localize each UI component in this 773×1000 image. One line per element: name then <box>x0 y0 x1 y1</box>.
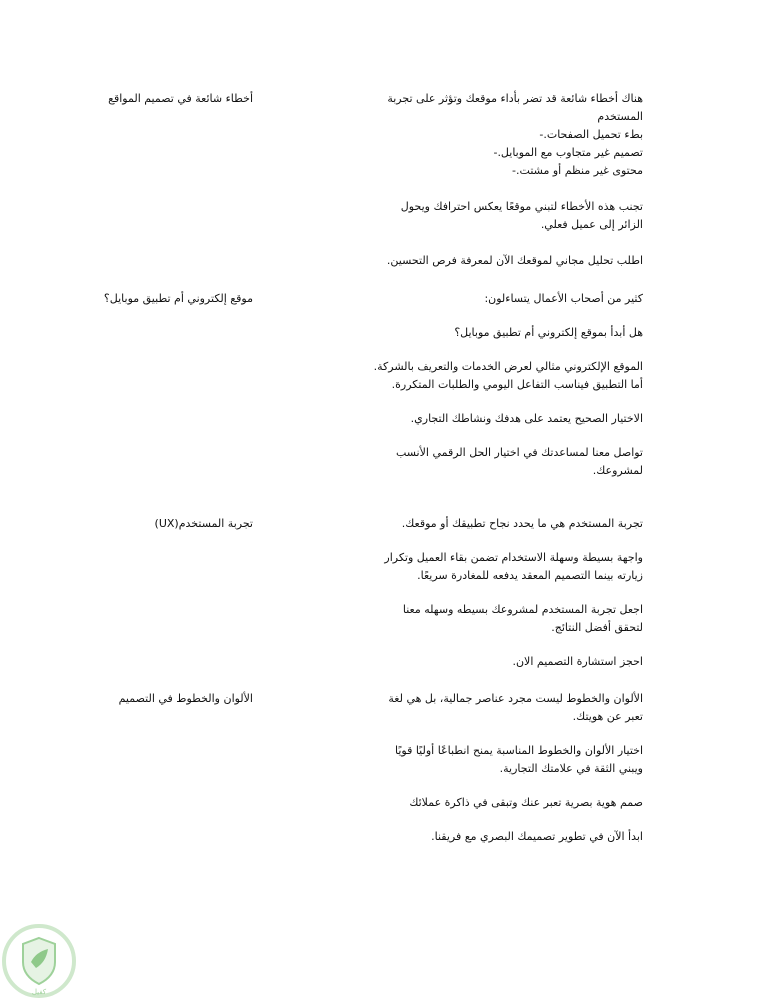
paragraph: هناك أخطاء شائعة قد تضر بأداء موقعك وتؤثر على تجربة المستخدم <box>387 92 643 123</box>
section-body-website-or-app <box>373 290 643 480</box>
bullet-item: محتوى غير منظم أو مشتت.- <box>512 164 643 177</box>
section-body-colors-fonts <box>373 690 643 846</box>
section-title-website-or-app: موقع إلكتروني أم تطبيق موبايل؟ <box>103 292 253 305</box>
paragraph: تواصل معنا لمساعدتك في اختيار الحل الرقمي الأنسب لمشروعك. <box>395 446 643 477</box>
paragraph: تجنب هذه الأخطاء لتبني موقعًا يعكس احترافك ويحول الزائر إلى عميل فعلي. <box>400 200 643 231</box>
section-title-colors-fonts: الألوان والخطوط في التصميم <box>118 692 253 705</box>
paragraph: صمم هوية بصرية تعبر عنك وتبقى في ذاكرة عملائك <box>409 796 643 809</box>
paragraph: أما التطبيق فيناسب التفاعل اليومي والطلبات المتكررة. <box>391 378 643 391</box>
paragraph: اطلب تحليل مجاني لموقعك الآن لمعرفة فرص التحسين. <box>386 254 643 267</box>
bullet-item: تصميم غير متجاوب مع الموبايل.- <box>493 146 643 159</box>
section-body-common-mistakes <box>373 90 643 270</box>
paragraph: احجز استشارة التصميم الان. <box>512 655 643 668</box>
paragraph: الموقع الإلكتروني مثالي لعرض الخدمات والتعريف بالشركة. <box>373 360 643 373</box>
paragraph: ابدأ الآن في تطوير تصميمك البصري مع فريقنا. <box>431 830 643 843</box>
paragraph: الاختيار الصحيح يعتمد على هدفك ونشاطك التجاري. <box>410 412 643 425</box>
section-title-ux: تجربة المستخدم(UX) <box>154 517 253 530</box>
paragraph: واجهة بسيطة وسهلة الاستخدام تضمن بقاء العميل وتكرار زيارته بينما التصميم المعقد يدفعه للمغادرة سريعًا. <box>384 551 643 582</box>
paragraph: هل أبدأ بموقع إلكتروني أم تطبيق موبايل؟ <box>454 326 643 339</box>
logo-text: كفيل <box>31 988 47 996</box>
section-body-ux <box>373 515 643 671</box>
section-title-common-mistakes: أخطاء شائعة في تصميم المواقع <box>108 92 253 105</box>
paragraph: الألوان والخطوط ليست مجرد عناصر جمالية، بل هي لغة تعبر عن هويتك. <box>388 692 643 723</box>
paragraph: كثير من أصحاب الأعمال يتساءلون: <box>484 292 643 305</box>
paragraph: اجعل تجربة المستخدم لمشروعك بسيطه وسهله معنا لتحقق أفضل النتائج. <box>402 603 643 634</box>
paragraph: تجربة المستخدم هي ما يحدد نجاح تطبيقك أو موقعك. <box>401 517 643 530</box>
leaf-shield-watermark-icon <box>0 922 78 1000</box>
bullet-item: بطء تحميل الصفحات.- <box>539 128 643 141</box>
paragraph: اختيار الألوان والخطوط المناسبة يمنح انطباعًا أوليًا قويًا ويبني الثقة في علامتك التجارية. <box>394 744 643 775</box>
